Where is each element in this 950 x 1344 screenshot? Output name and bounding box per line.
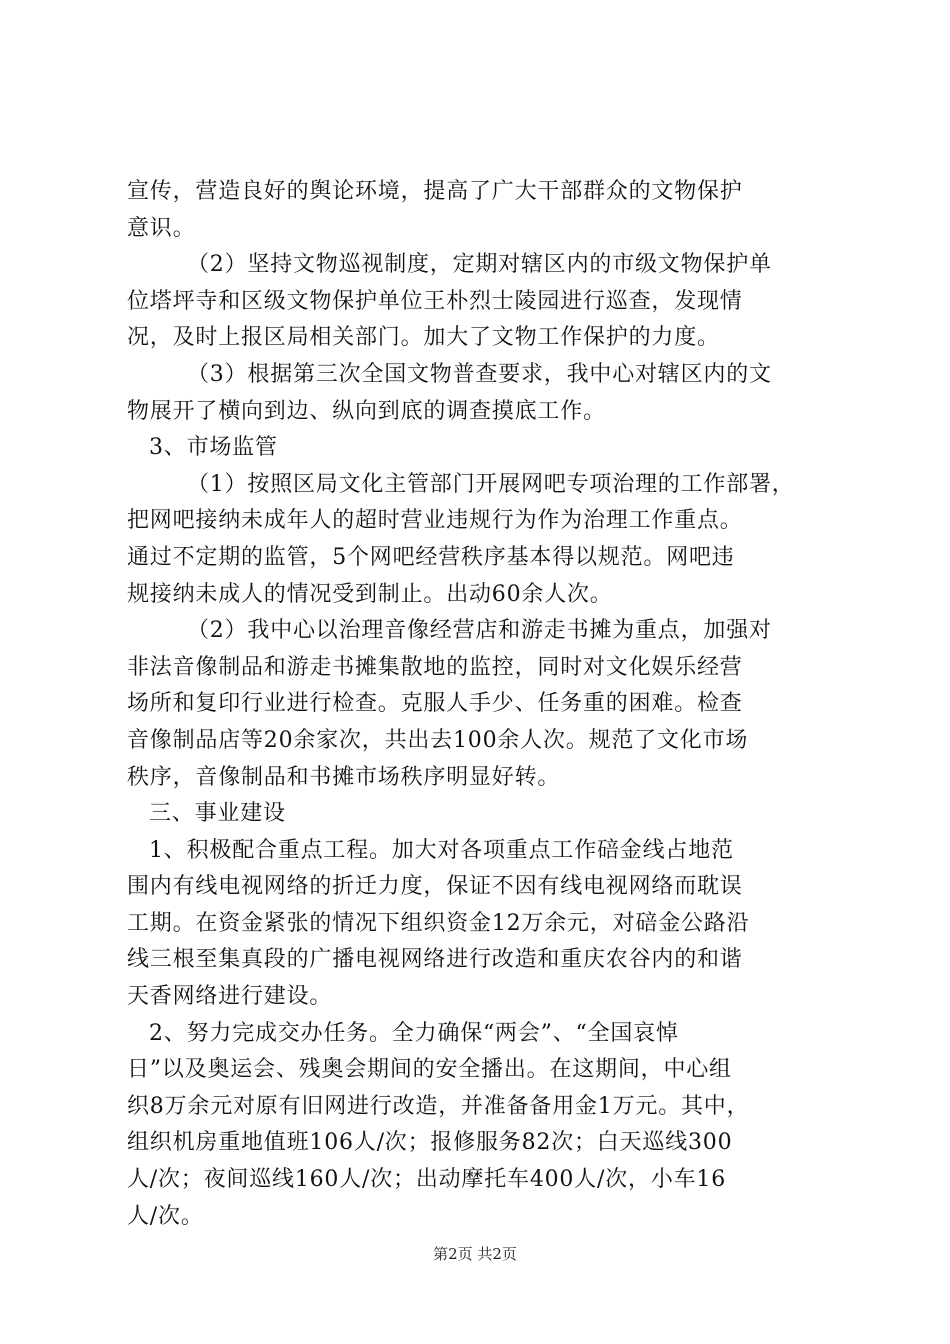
- text-line: 通过不定期的监管，5个网吧经营秩序基本得以规范。网吧违: [127, 544, 735, 570]
- page-footer: 第2页 共2页: [433, 1245, 517, 1263]
- text-line: 2、努力完成交办任务。全力确保“两会”、“全国哀悼: [149, 1020, 679, 1046]
- text-line: 线三根至集真段的广播电视网络进行改造和重庆农谷内的和谐: [127, 947, 743, 973]
- text-line: 围内有线电视网络的折迁力度，保证不因有线电视网络而耽误: [127, 874, 743, 900]
- text-line: 3、市场监管: [149, 435, 278, 461]
- text-line: 织8万余元对原有旧网进行改造，并准备备用金1万元。其中，: [127, 1093, 750, 1119]
- text-line: 1、积极配合重点工程。加大对各项重点工作碚金线占地范: [149, 837, 734, 863]
- text-line: （2）我中心以治理音像经营店和游走书摊为重点，加强对: [187, 618, 772, 644]
- text-line: 把网吧接纳未成年人的超时营业违规行为作为治理工作重点。: [127, 508, 743, 534]
- text-line: 位塔坪寺和区级文物保护单位王朴烈士陵园进行巡查，发现情: [127, 288, 743, 314]
- text-line: 物展开了横向到边、纵向到底的调查摸底工作。: [127, 398, 606, 424]
- text-line: 人/次；夜间巡线160人/次；出动摩托车400人/次，小车16: [127, 1167, 727, 1193]
- text-line: 非法音像制品和游走书摊集散地的监控，同时对文化娱乐经营: [127, 654, 743, 680]
- text-line: 况，及时上报区局相关部门。加大了文物工作保护的力度。: [127, 325, 720, 351]
- text-line: 日”以及奥运会、残奥会期间的安全播出。在这期间，中心组: [127, 1057, 732, 1083]
- text-line: 宣传，营造良好的舆论环境，提高了广大干部群众的文物保护: [127, 179, 743, 204]
- text-line: 意识。: [127, 215, 196, 241]
- text-line: 工期。在资金紧张的情况下组织资金12万余元，对碚金公路沿: [127, 910, 750, 936]
- text-line: 音像制品店等20余家次，共出去100余人次。规范了文化市场: [127, 727, 749, 753]
- text-line: 秩序，音像制品和书摊市场秩序明显好转。: [127, 764, 561, 790]
- document-body: [127, 174, 827, 1235]
- text-line: 天香网络进行建设。: [127, 984, 333, 1010]
- text-line: 组织机房重地值班106人/次；报修服务82次；白天巡线300: [127, 1130, 733, 1156]
- text-line: 场所和复印行业进行检查。克服人手少、任务重的困难。检查: [127, 691, 743, 717]
- text-line: 规接纳未成人的情况受到制止。出动60余人次。: [127, 581, 613, 607]
- text-line: （2）坚持文物巡视制度，定期对辖区内的市级文物保护单: [187, 252, 772, 278]
- text-line: （3）根据第三次全国文物普查要求，我中心对辖区内的文: [187, 361, 772, 387]
- text-line: （1）按照区局文化主管部门开展网吧专项治理的工作部署，: [187, 471, 795, 497]
- text-line: 人/次。: [127, 1203, 204, 1229]
- text-line: 三、事业建设: [149, 801, 286, 827]
